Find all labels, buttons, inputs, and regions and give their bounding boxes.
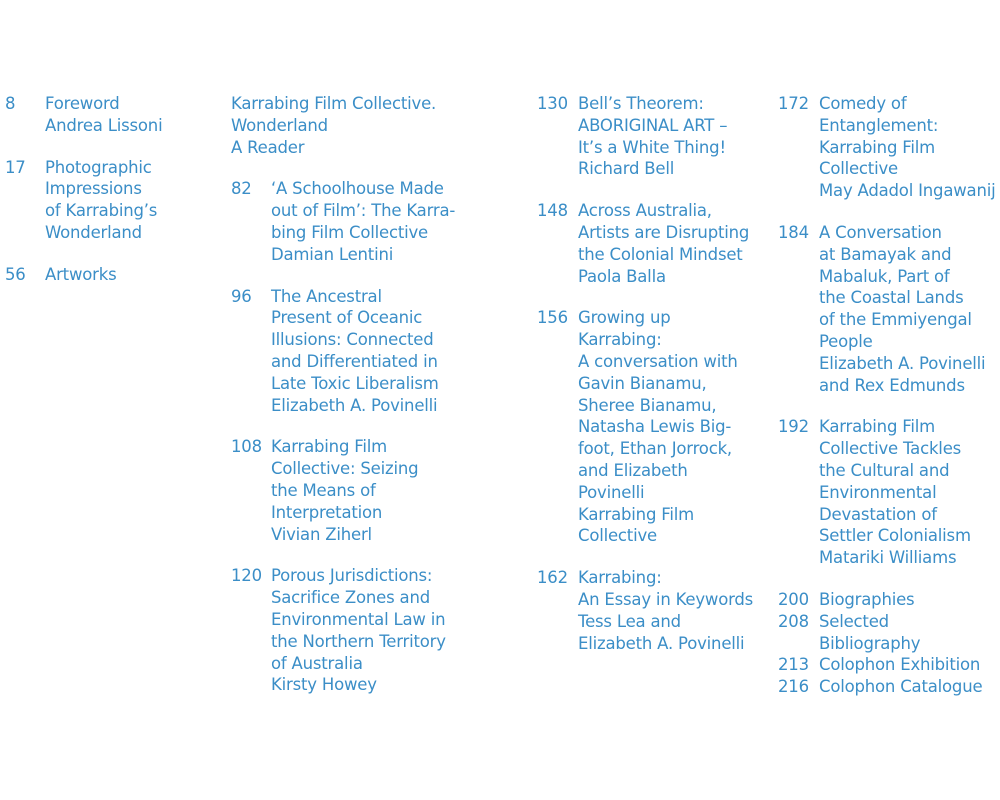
entry-title: Karrabing Film Collective Tackles the Cultural and Environmental Devastation of Settler Colonialism Matariki Williams: [819, 417, 971, 568]
entry-title: The Ancestral Present of Oceanic Illusions: Connected and Differentiated in Late Toxic Liberalism Elizabeth A. Povinelli: [271, 286, 439, 415]
entry-title: Porous Jurisdictions: Sacrifice Zones and Environmental Law in the Northern Territory of Australia Kirsty Howey: [271, 566, 446, 695]
toc-entry-bells-theorem: [537, 93, 767, 180]
page-number: 213: [778, 655, 809, 675]
entry-title: Karrabing: An Essay in Keywords Tess Lea and Elizabeth A. Povinelli: [578, 568, 754, 653]
page-number: 56: [5, 264, 26, 284]
page-number: 148: [537, 201, 568, 221]
page-number: 8: [5, 94, 16, 113]
page-number: 96: [231, 286, 252, 306]
page-number: 200: [778, 589, 809, 609]
page-number: 162: [537, 568, 568, 588]
toc-entry-colophon-catalogue: [778, 676, 1000, 698]
page-number: 192: [778, 417, 809, 437]
toc-entry-ancestral-present: [231, 286, 521, 417]
page-number: 17: [5, 157, 26, 177]
entry-title: Selected Bibliography: [819, 611, 921, 653]
toc-entry-comedy-of-entanglement: [778, 93, 1000, 202]
toc-entry-artworks: [5, 264, 205, 286]
toc-entry-essay-in-keywords: [537, 567, 767, 654]
page-number: 184: [778, 222, 809, 242]
page-number: 108: [231, 437, 262, 457]
entry-title: Biographies: [819, 589, 915, 609]
entry-title: Bell’s Theorem: ABORIGINAL ART – It’s a White Thing! Richard Bell: [578, 94, 728, 179]
toc-column-2: [231, 93, 521, 696]
toc-entry-tackles-devastation: [778, 416, 1000, 569]
page-number: 82: [231, 179, 252, 199]
entry-title: Colophon Exhibition: [819, 655, 981, 675]
toc-entry-biographies: [778, 589, 1000, 611]
toc-entry-growing-up-karrabing: [537, 307, 767, 547]
toc-entry-foreword: [5, 93, 205, 137]
toc-entry-porous-jurisdictions: [231, 565, 521, 696]
entry-title: A Conversation at Bamayak and Mabaluk, Part of the Coastal Lands of the Emmiyengal People Elizabeth A. Povinelli and Rex Edmunds: [819, 222, 986, 395]
toc-column-3: [537, 93, 767, 654]
entry-title: Foreword Andrea Lissoni: [45, 94, 163, 135]
entry-title: Artworks: [45, 264, 117, 284]
entry-title: Colophon Catalogue: [819, 677, 983, 697]
page-number: 208: [778, 611, 809, 631]
toc-entry-schoolhouse: [231, 178, 521, 265]
entry-title: ‘A Schoolhouse Made out of Film’: The Karra- bing Film Collective Damian Lentini: [271, 179, 456, 264]
page-number: 130: [537, 94, 568, 113]
toc-entry-colophon-exhibition: [778, 654, 1000, 676]
book-title: Karrabing Film Collective. Wonderland A Reader: [231, 94, 437, 157]
entry-title: Across Australia, Artists are Disrupting the Colonial Mindset Paola Balla: [578, 201, 750, 286]
page-number: 120: [231, 566, 262, 586]
page-number: 172: [778, 94, 809, 113]
toc-column-1: [5, 93, 205, 286]
page-number: 216: [778, 677, 809, 697]
toc-entry-across-australia: [537, 200, 767, 287]
entry-title: Comedy of Entanglement: Karrabing Film Collective May Adadol Ingawanij: [819, 94, 996, 201]
toc-entry-selected-bibliography: [778, 611, 1000, 655]
toc-column-4: [778, 93, 1000, 698]
toc-entry-photographic-impressions: [5, 157, 205, 244]
toc-entry-seizing-the-means: [231, 436, 521, 545]
page-number: 156: [537, 308, 568, 328]
entry-title: Photographic Impressions of Karrabing’s Wonderland: [45, 157, 158, 242]
entry-title: Growing up Karrabing: A conversation with Gavin Bianamu, Sheree Bianamu, Natasha Lewis Big- foot, Ethan Jorrock, and Elizabeth Povinelli Karrabing Film Collective: [578, 308, 738, 546]
entry-title: Karrabing Film Collective: Seizing the Means of Interpretation Vivian Ziherl: [271, 437, 419, 544]
toc-entry-a-conversation: [778, 222, 1000, 396]
